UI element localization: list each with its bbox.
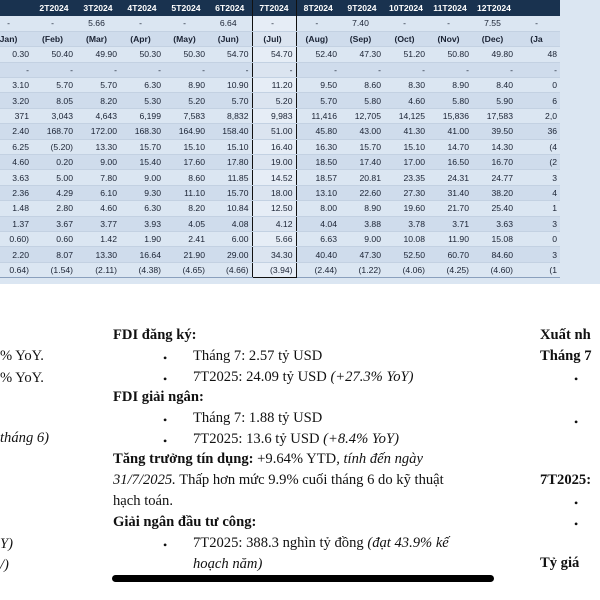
table-row bbox=[0, 16, 560, 31]
table-cell: 0.64) bbox=[0, 262, 32, 277]
table-cell: (4 bbox=[516, 139, 560, 154]
bullet-icon: • bbox=[574, 496, 579, 510]
table-cell: 10.84 bbox=[208, 201, 252, 216]
table-cell: (2.44) bbox=[296, 262, 340, 277]
column-header: 4T2024 bbox=[120, 0, 164, 16]
table-cell: 10.08 bbox=[384, 231, 428, 246]
table-cell: (Mar) bbox=[76, 31, 120, 46]
table-cell: (Nov) bbox=[428, 31, 472, 46]
table-row bbox=[0, 185, 560, 200]
table-cell: 9.00 bbox=[340, 231, 384, 246]
table-cell: - bbox=[472, 62, 516, 77]
table-cell: 21.70 bbox=[428, 201, 472, 216]
table-cell: 6.63 bbox=[296, 231, 340, 246]
table-cell: 21.90 bbox=[164, 247, 208, 262]
table-cell: 3 bbox=[516, 216, 560, 231]
credit-growth-note: tính đến ngày bbox=[343, 451, 423, 467]
fdi-disbursed-ytd-value: 7T2025: 13.6 tỷ USD bbox=[193, 431, 324, 447]
table-cell: 5.20 bbox=[164, 93, 208, 108]
table-cell: 2,0 bbox=[516, 108, 560, 123]
table-cell: 17.40 bbox=[340, 155, 384, 170]
table-cell: 8.00 bbox=[296, 201, 340, 216]
table-cell: 3.78 bbox=[384, 216, 428, 231]
table-cell: 17,583 bbox=[472, 108, 516, 123]
fdi-disbursed-month: Tháng 7: 1.88 tỷ USD bbox=[193, 410, 323, 426]
table-cell: 39.50 bbox=[472, 124, 516, 139]
table-cell: 172.00 bbox=[76, 124, 120, 139]
table-cell: 8.60 bbox=[340, 78, 384, 93]
bullet-icon: • bbox=[574, 415, 579, 429]
table-cell: 8.20 bbox=[76, 93, 120, 108]
table-cell: 0 bbox=[516, 78, 560, 93]
table-cell: 4,643 bbox=[76, 108, 120, 123]
table-cell: 47.30 bbox=[340, 47, 384, 62]
table-cell: 50.30 bbox=[120, 47, 164, 62]
table-cell: - bbox=[32, 16, 76, 31]
bullet-icon: • bbox=[163, 538, 168, 552]
column-header: 9T2024 bbox=[340, 0, 384, 16]
fdi-disbursed-heading: FDI giải ngân: bbox=[113, 389, 204, 405]
table-cell: 54.70 bbox=[208, 47, 252, 62]
table-cell: 6.00 bbox=[208, 231, 252, 246]
table-cell: 5.66 bbox=[252, 231, 296, 246]
table-cell: 8.40 bbox=[472, 78, 516, 93]
document-text bbox=[0, 284, 600, 600]
fdi-registered-ytd bbox=[193, 368, 414, 386]
table-cell: 0.30 bbox=[0, 47, 32, 62]
right-heading-ytd: 7T2025: bbox=[540, 472, 592, 488]
table-cell: (4.66) bbox=[208, 262, 252, 277]
table-cell: (4.65) bbox=[164, 262, 208, 277]
table-cell: 168.30 bbox=[120, 124, 164, 139]
public-investment-note: (đạt 43.9% kế bbox=[367, 535, 449, 551]
table-cell: - bbox=[516, 16, 560, 31]
table-cell: (3.94) bbox=[252, 262, 296, 277]
table-cell: 6 bbox=[516, 93, 560, 108]
table-cell: - bbox=[516, 62, 560, 77]
table-cell: 8,832 bbox=[208, 108, 252, 123]
table-cell: - bbox=[384, 16, 428, 31]
table-cell: - bbox=[120, 16, 164, 31]
table-cell: 4 bbox=[516, 185, 560, 200]
table-cell: (2 bbox=[516, 155, 560, 170]
horizontal-scrollbar[interactable] bbox=[112, 575, 494, 582]
table-cell: 3.20 bbox=[0, 93, 32, 108]
credit-growth-date: 31/7/2025. bbox=[113, 472, 176, 488]
table-cell: 11.90 bbox=[428, 231, 472, 246]
fdi-registered-heading: FDI đăng ký: bbox=[113, 327, 197, 343]
table-row bbox=[0, 47, 560, 62]
table-cell: (1 bbox=[516, 262, 560, 277]
table-cell: (4.38) bbox=[120, 262, 164, 277]
table-cell: 54.70 bbox=[252, 47, 296, 62]
bullet-icon: • bbox=[163, 351, 168, 365]
table-cell: 9.30 bbox=[120, 185, 164, 200]
left-text-5: /) bbox=[0, 557, 9, 573]
table-cell: 18.00 bbox=[252, 185, 296, 200]
table-cell: 36 bbox=[516, 124, 560, 139]
table-row bbox=[0, 155, 560, 170]
table-cell: 16.40 bbox=[252, 139, 296, 154]
table-cell: 6.25 bbox=[0, 139, 32, 154]
table-cell: 3.88 bbox=[340, 216, 384, 231]
table-cell: 3,043 bbox=[32, 108, 76, 123]
table-cell: 3.63 bbox=[0, 170, 32, 185]
column-header: 5T2024 bbox=[164, 0, 208, 16]
table-cell: 164.90 bbox=[164, 124, 208, 139]
table-cell: 2.41 bbox=[164, 231, 208, 246]
table-cell: 4.12 bbox=[252, 216, 296, 231]
table-cell: 84.60 bbox=[472, 247, 516, 262]
table-cell: 168.70 bbox=[32, 124, 76, 139]
table-cell: - bbox=[296, 62, 340, 77]
table-cell: - bbox=[164, 62, 208, 77]
table-cell: (4.25) bbox=[428, 262, 472, 277]
public-investment-heading: Giải ngân đầu tư công: bbox=[113, 514, 257, 530]
table-row bbox=[0, 262, 560, 277]
table-cell: 1.37 bbox=[0, 216, 32, 231]
fdi-registered-month: Tháng 7: 2.57 tỷ USD bbox=[193, 348, 323, 364]
bullet-icon: • bbox=[163, 413, 168, 427]
table-cell: 4.08 bbox=[208, 216, 252, 231]
table-cell: (5.20) bbox=[32, 139, 76, 154]
table-cell: 7.40 bbox=[340, 16, 384, 31]
table-cell: 51.20 bbox=[384, 47, 428, 62]
table-cell: 15,836 bbox=[428, 108, 472, 123]
table-cell: - bbox=[252, 16, 296, 31]
table-cell: 371 bbox=[0, 108, 32, 123]
table-cell: 9.00 bbox=[76, 155, 120, 170]
table-cell: 52.40 bbox=[296, 47, 340, 62]
column-header: 7T2024 bbox=[252, 0, 296, 16]
table-row bbox=[0, 78, 560, 93]
fdi-registered-ytd-note: (+27.3% YoY) bbox=[330, 369, 414, 385]
bullet-icon: • bbox=[574, 372, 579, 386]
table-cell: - bbox=[0, 62, 32, 77]
table-cell: - bbox=[164, 16, 208, 31]
table-cell: (1.22) bbox=[340, 262, 384, 277]
table-cell: 8.30 bbox=[384, 78, 428, 93]
table-cell: 10.90 bbox=[208, 78, 252, 93]
table-cell: 5.70 bbox=[76, 78, 120, 93]
table-cell: 41.00 bbox=[428, 124, 472, 139]
table-cell: 19.00 bbox=[252, 155, 296, 170]
left-text-2: % YoY. bbox=[0, 370, 44, 386]
table-cell: 15.08 bbox=[472, 231, 516, 246]
table-cell: 15.40 bbox=[120, 155, 164, 170]
table-cell: 4.29 bbox=[32, 185, 76, 200]
bullet-icon: • bbox=[163, 434, 168, 448]
table-cell: 3.93 bbox=[120, 216, 164, 231]
table-cell: 0 bbox=[516, 231, 560, 246]
table-cell: 25.40 bbox=[472, 201, 516, 216]
table-cell: 6,199 bbox=[120, 108, 164, 123]
table-row bbox=[0, 31, 560, 46]
column-header: 11T2024 bbox=[428, 0, 472, 16]
table-cell: 1.48 bbox=[0, 201, 32, 216]
table-cell: 6.30 bbox=[120, 78, 164, 93]
table-cell: - bbox=[340, 62, 384, 77]
table-cell: 31.40 bbox=[428, 185, 472, 200]
table-cell: (May) bbox=[164, 31, 208, 46]
table-cell: (Aug) bbox=[296, 31, 340, 46]
table-cell: 8.90 bbox=[428, 78, 472, 93]
table-cell: - bbox=[32, 62, 76, 77]
table-cell: 4.60 bbox=[0, 155, 32, 170]
table-cell: 7,583 bbox=[164, 108, 208, 123]
table-cell: 2.80 bbox=[32, 201, 76, 216]
table-cell: 15.10 bbox=[384, 139, 428, 154]
credit-growth-heading: Tăng trưởng tín dụng: bbox=[113, 451, 254, 467]
column-header bbox=[516, 0, 560, 16]
table-cell: 3.63 bbox=[472, 216, 516, 231]
data-table bbox=[0, 0, 560, 278]
table-cell: (Dec) bbox=[472, 31, 516, 46]
table-cell: 40.40 bbox=[296, 247, 340, 262]
public-investment-note-cont: hoạch năm) bbox=[193, 556, 263, 572]
column-header: 8T2024 bbox=[296, 0, 340, 16]
table-cell: 15.10 bbox=[164, 139, 208, 154]
table-cell: 5.90 bbox=[472, 93, 516, 108]
table-cell: 48 bbox=[516, 47, 560, 62]
credit-growth-line2 bbox=[113, 471, 444, 489]
table-cell: 2.20 bbox=[0, 247, 32, 262]
table-cell: 50.30 bbox=[164, 47, 208, 62]
right-heading-month: Tháng 7 bbox=[540, 348, 592, 364]
column-header: 2T2024 bbox=[32, 0, 76, 16]
table-cell: 18.57 bbox=[296, 170, 340, 185]
table-row bbox=[0, 201, 560, 216]
table-cell: 0.20 bbox=[32, 155, 76, 170]
left-text-1: % YoY. bbox=[0, 348, 44, 364]
table-cell: 34.30 bbox=[252, 247, 296, 262]
column-header: 10T2024 bbox=[384, 0, 428, 16]
table-cell: 14.52 bbox=[252, 170, 296, 185]
table-cell: 14.70 bbox=[428, 139, 472, 154]
table-cell: 5.70 bbox=[296, 93, 340, 108]
table-cell: - bbox=[76, 62, 120, 77]
table-cell: 1.90 bbox=[120, 231, 164, 246]
table-cell: 60.70 bbox=[428, 247, 472, 262]
table-cell: Jan) bbox=[0, 31, 32, 46]
table-cell: - bbox=[208, 62, 252, 77]
table-cell: - bbox=[0, 16, 32, 31]
table-cell: - bbox=[120, 62, 164, 77]
table-cell: 12,705 bbox=[340, 108, 384, 123]
table-cell: 1.42 bbox=[76, 231, 120, 246]
table-cell: 15.70 bbox=[120, 139, 164, 154]
column-header: 12T2024 bbox=[472, 0, 516, 16]
table-cell: 8.07 bbox=[32, 247, 76, 262]
table-cell: 24.77 bbox=[472, 170, 516, 185]
fdi-registered-ytd-value: 7T2025: 24.09 tỷ USD bbox=[193, 369, 331, 385]
column-header: 6T2024 bbox=[208, 0, 252, 16]
table-cell: (Feb) bbox=[32, 31, 76, 46]
table-cell: (Jun) bbox=[208, 31, 252, 46]
table-cell: (Jul) bbox=[252, 31, 296, 46]
table-cell: 50.80 bbox=[428, 47, 472, 62]
table-cell: 5.70 bbox=[32, 78, 76, 93]
table-cell: 3 bbox=[516, 170, 560, 185]
table-cell: 3 bbox=[516, 247, 560, 262]
table-cell: 4.05 bbox=[164, 216, 208, 231]
table-cell: 6.10 bbox=[76, 185, 120, 200]
credit-growth-explanation: Thấp hơn mức 9.9% cuối tháng 6 do kỹ thuật bbox=[175, 472, 444, 488]
table-cell: 49.90 bbox=[76, 47, 120, 62]
table-cell: 0.60 bbox=[32, 231, 76, 246]
table-cell: (Apr) bbox=[120, 31, 164, 46]
table-cell: - bbox=[296, 16, 340, 31]
column-header bbox=[0, 0, 32, 16]
table-row bbox=[0, 139, 560, 154]
table-cell: (4.60) bbox=[472, 262, 516, 277]
table-cell: 11.10 bbox=[164, 185, 208, 200]
table-cell: 11.85 bbox=[208, 170, 252, 185]
spreadsheet bbox=[0, 0, 600, 284]
table-cell: 15.10 bbox=[208, 139, 252, 154]
table-cell: 23.35 bbox=[384, 170, 428, 185]
table-cell: 1 bbox=[516, 201, 560, 216]
table-cell: 2.36 bbox=[0, 185, 32, 200]
table-cell: 8.05 bbox=[32, 93, 76, 108]
table-cell: 3.71 bbox=[428, 216, 472, 231]
table-row bbox=[0, 93, 560, 108]
table-cell: 5.80 bbox=[340, 93, 384, 108]
left-text-4: Y) bbox=[0, 536, 13, 552]
table-cell: 20.81 bbox=[340, 170, 384, 185]
table-cell: 13.10 bbox=[296, 185, 340, 200]
table-row bbox=[0, 62, 560, 77]
table-cell: 5.30 bbox=[120, 93, 164, 108]
table-cell: (2.11) bbox=[76, 262, 120, 277]
table-cell: 29.00 bbox=[208, 247, 252, 262]
table-cell: 13.30 bbox=[76, 139, 120, 154]
table-cell: 5.70 bbox=[208, 93, 252, 108]
table-cell: 8.20 bbox=[164, 201, 208, 216]
credit-growth-value: +9.64% YTD, bbox=[253, 451, 344, 467]
public-investment-value: 7T2025: 388.3 nghìn tỷ đồng bbox=[193, 535, 368, 551]
table-cell: (4.06) bbox=[384, 262, 428, 277]
table-cell: (Sep) bbox=[340, 31, 384, 46]
table-cell: 15.70 bbox=[208, 185, 252, 200]
right-heading-exports: Xuất nh bbox=[540, 327, 591, 343]
table-cell: 3.67 bbox=[32, 216, 76, 231]
table-cell: 38.20 bbox=[472, 185, 516, 200]
table-cell: 6.64 bbox=[208, 16, 252, 31]
bullet-icon: • bbox=[163, 372, 168, 386]
table-cell: (1.54) bbox=[32, 262, 76, 277]
table-cell: 22.60 bbox=[340, 185, 384, 200]
table-cell: - bbox=[428, 16, 472, 31]
table-row bbox=[0, 170, 560, 185]
table-row bbox=[0, 124, 560, 139]
table-cell: 9.50 bbox=[296, 78, 340, 93]
table-cell: 45.80 bbox=[296, 124, 340, 139]
table-cell: 14,125 bbox=[384, 108, 428, 123]
table-cell: (Ja bbox=[516, 31, 560, 46]
table-cell: - bbox=[428, 62, 472, 77]
table-cell: 51.00 bbox=[252, 124, 296, 139]
table-cell: 16.50 bbox=[428, 155, 472, 170]
table-cell: 5.20 bbox=[252, 93, 296, 108]
table-cell: 6.30 bbox=[120, 201, 164, 216]
table-cell: 12.50 bbox=[252, 201, 296, 216]
public-investment-ytd bbox=[193, 534, 449, 552]
table-cell: 16.70 bbox=[472, 155, 516, 170]
table-cell: 16.64 bbox=[120, 247, 164, 262]
table-cell: 16.30 bbox=[296, 139, 340, 154]
table-cell: 7.80 bbox=[76, 170, 120, 185]
table-cell: 3.10 bbox=[0, 78, 32, 93]
table-row bbox=[0, 231, 560, 246]
table-cell: 4.04 bbox=[296, 216, 340, 231]
table-cell: 4.60 bbox=[384, 93, 428, 108]
table-cell: 11,416 bbox=[296, 108, 340, 123]
table-cell: (Oct) bbox=[384, 31, 428, 46]
table-cell: 5.80 bbox=[428, 93, 472, 108]
table-cell: 13.30 bbox=[76, 247, 120, 262]
table-cell: 14.30 bbox=[472, 139, 516, 154]
column-header: 3T2024 bbox=[76, 0, 120, 16]
fdi-disbursed-ytd bbox=[193, 430, 399, 448]
table-cell: 27.30 bbox=[384, 185, 428, 200]
table-cell: 3.77 bbox=[76, 216, 120, 231]
table-row bbox=[0, 247, 560, 262]
fdi-disbursed-ytd-note: (+8.4% YoY) bbox=[323, 431, 399, 447]
table-cell: 43.00 bbox=[340, 124, 384, 139]
table-cell: 9.00 bbox=[120, 170, 164, 185]
table-cell: 19.60 bbox=[384, 201, 428, 216]
credit-growth-line3: hạch toán. bbox=[113, 493, 173, 509]
table-cell: 5.00 bbox=[32, 170, 76, 185]
table-cell: 8.90 bbox=[340, 201, 384, 216]
table-cell: 18.50 bbox=[296, 155, 340, 170]
table-cell: 17.00 bbox=[384, 155, 428, 170]
table-cell: 17.80 bbox=[208, 155, 252, 170]
table-cell: 50.40 bbox=[32, 47, 76, 62]
table-cell: 2.40 bbox=[0, 124, 32, 139]
credit-growth-line1 bbox=[113, 450, 423, 468]
left-text-3: tháng 6) bbox=[0, 430, 50, 446]
table-cell: 8.90 bbox=[164, 78, 208, 93]
table-cell: - bbox=[252, 62, 296, 77]
table-cell: 49.80 bbox=[472, 47, 516, 62]
table-row bbox=[0, 216, 560, 231]
bullet-icon: • bbox=[574, 517, 579, 531]
table-cell: 4.60 bbox=[76, 201, 120, 216]
table-row bbox=[0, 108, 560, 123]
table-cell: 9,983 bbox=[252, 108, 296, 123]
table-cell: 7.55 bbox=[472, 16, 516, 31]
table-cell: - bbox=[384, 62, 428, 77]
table-cell: 15.70 bbox=[340, 139, 384, 154]
table-cell: 11.20 bbox=[252, 78, 296, 93]
table-cell: 47.30 bbox=[340, 247, 384, 262]
table-cell: 41.30 bbox=[384, 124, 428, 139]
table-cell: 8.60 bbox=[164, 170, 208, 185]
table-cell: 24.31 bbox=[428, 170, 472, 185]
table-cell: 5.66 bbox=[76, 16, 120, 31]
table-cell: 52.50 bbox=[384, 247, 428, 262]
table-cell: 158.40 bbox=[208, 124, 252, 139]
table-cell: 0.60) bbox=[0, 231, 32, 246]
table-cell: 17.60 bbox=[164, 155, 208, 170]
right-heading-fx: Tỷ giá bbox=[540, 555, 580, 571]
